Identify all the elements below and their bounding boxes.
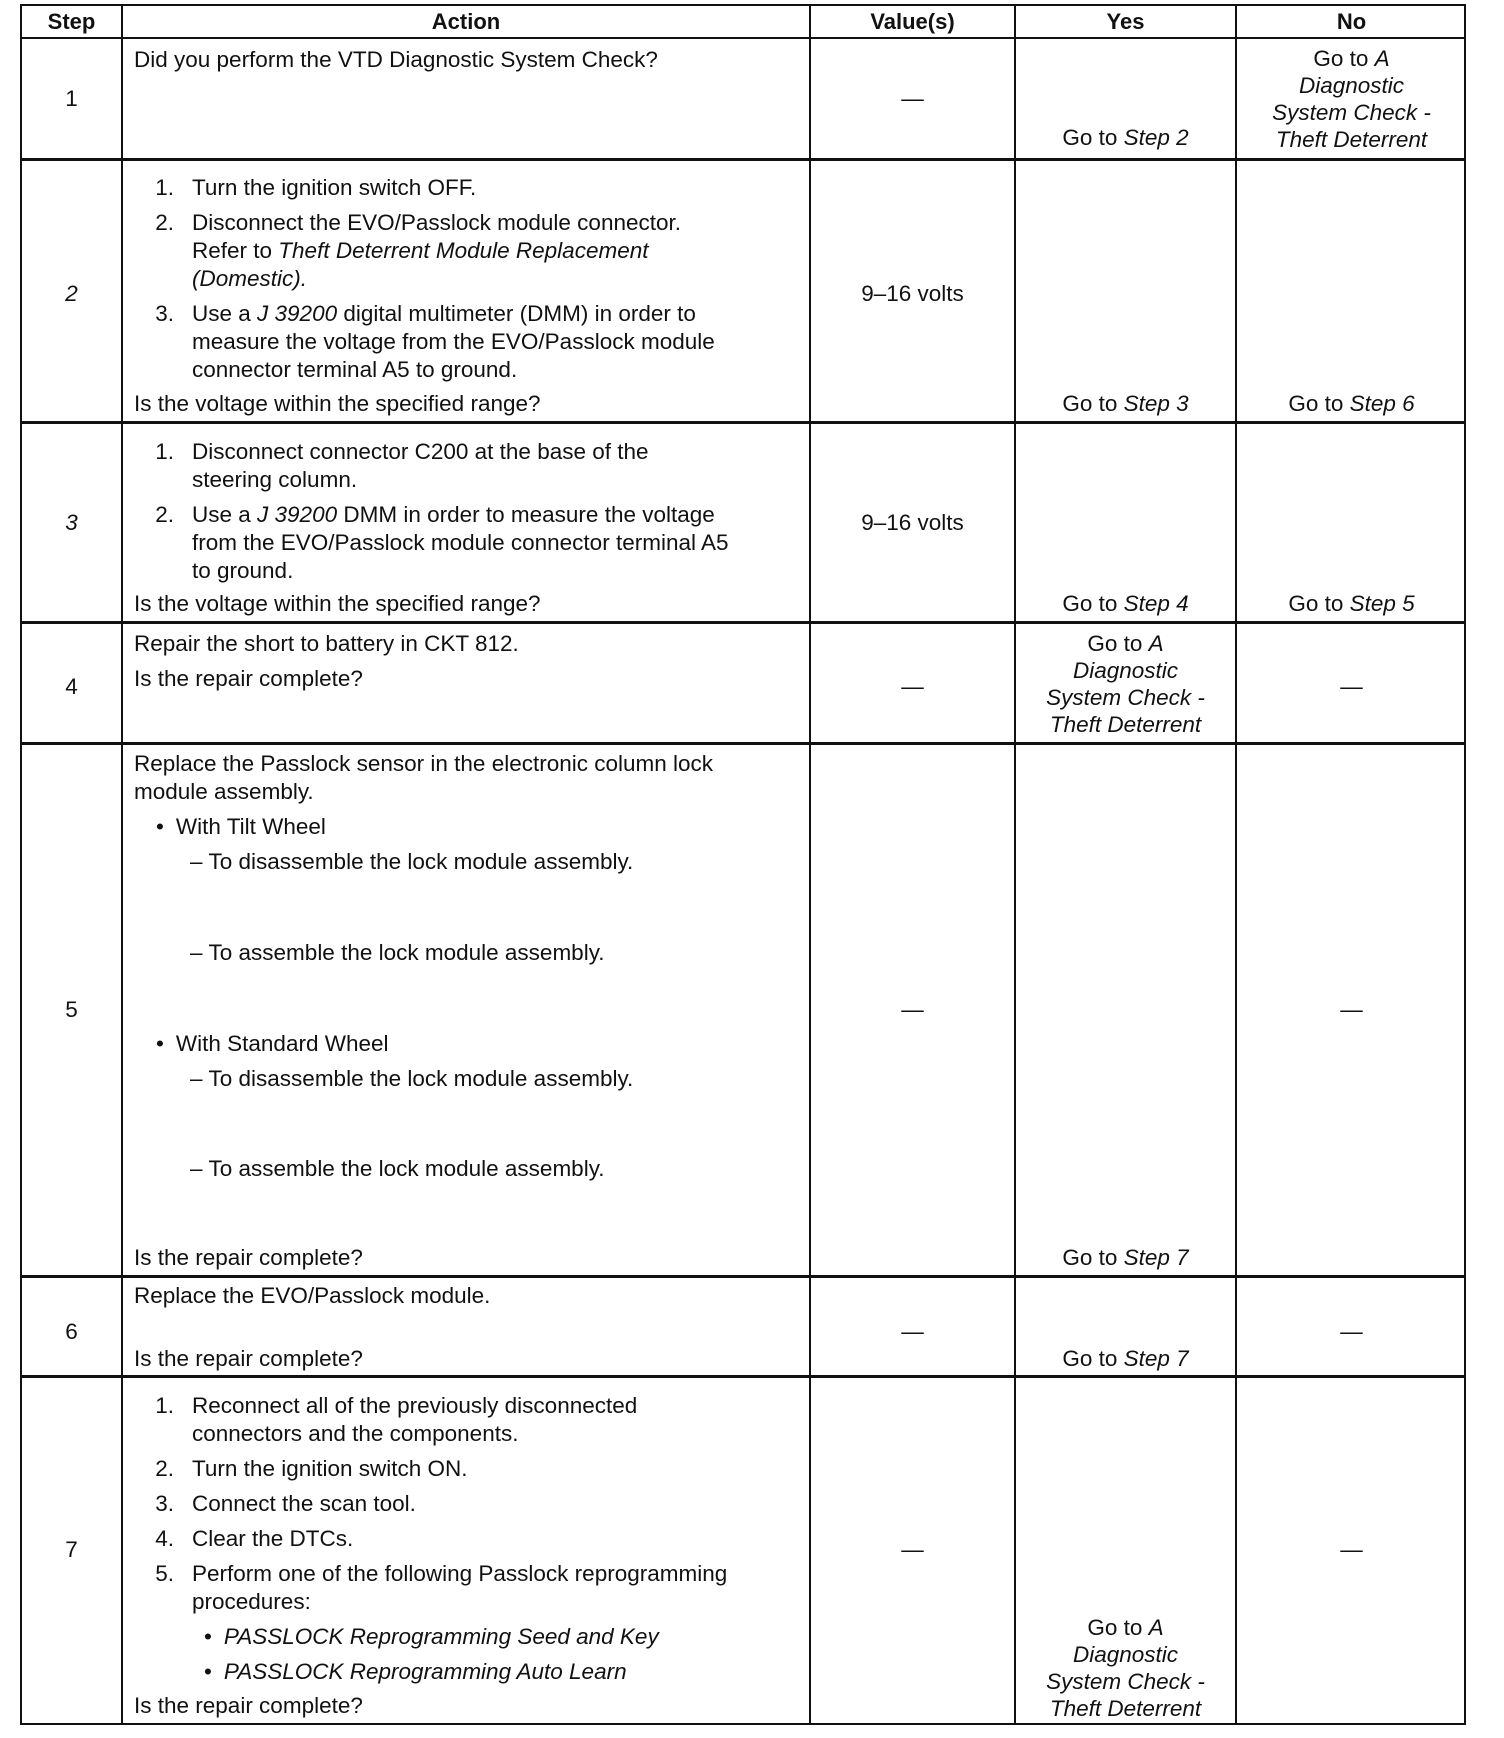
yes-goto [1016,1345,1235,1372]
procedure-link[interactable]: PASSLOCK Reprogramming Seed and Key [223,1624,659,1649]
step-7-question: Is the repair complete? [134,1693,363,1718]
list-number: 2. [155,210,174,235]
goto-prefix: Go to [1062,591,1124,616]
goto-diagnostic: Diagnostic [1298,73,1405,98]
yes-goto [1016,590,1235,617]
dash-icon: – [190,1066,203,1091]
list-number: 3. [155,301,174,326]
goto-prefix: Go to [1087,631,1149,656]
row-divider [22,1275,1464,1278]
list-item: Use a [192,301,258,326]
list-number: 1. [155,175,174,200]
row-divider [22,37,1464,39]
goto-step-link[interactable]: Step 7 [1123,1245,1189,1270]
bullet-text: With Standard Wheel [175,1031,389,1056]
step-number: 3 [65,510,78,535]
step-2-question: Is the voltage within the specified range? [134,391,541,416]
step-number: 6 [65,1319,78,1344]
step-4-question: Is the repair complete? [134,666,363,691]
bullet-text: With Tilt Wheel [175,814,326,839]
list-item: measure the voltage from the EVO/Passlock module [192,329,715,354]
goto-system-check: System Check - [1046,1669,1205,1694]
step-1-question: Did you perform the VTD Diagnostic System Check? [134,47,658,72]
goto-step-link[interactable]: Step 5 [1349,591,1415,616]
list-item: Turn the ignition switch OFF. [192,175,477,200]
list-item: digital multimeter (DMM) in order to [337,301,696,326]
yes-goto[interactable] [1016,1614,1235,1722]
list-item: Refer to [192,238,279,263]
goto-a: A [1148,631,1164,656]
step-number: 2 [65,281,78,306]
list-item: connector terminal A5 to ground. [192,357,518,382]
list-number: 5. [155,1561,174,1586]
tool-reference: J 39200 [257,301,338,326]
step-3-question: Is the voltage within the specified range? [134,591,541,616]
goto-prefix: Go to [1062,391,1124,416]
step-number: 4 [65,674,78,699]
yes-goto [1016,1244,1235,1271]
goto-prefix: Go to [1087,1615,1149,1640]
no-dash: — [1340,1319,1363,1344]
column-divider [121,6,123,1723]
goto-step-link[interactable]: Step 2 [1123,125,1189,150]
goto-step-link[interactable]: Step 4 [1123,591,1189,616]
goto-system-check: System Check - [1046,685,1205,710]
no-dash: — [1340,1537,1363,1562]
value-dash: — [901,674,924,699]
list-item: Turn the ignition switch ON. [192,1456,468,1481]
dash-icon: – [190,940,203,965]
row-divider [22,1375,1464,1378]
step-number: 5 [65,997,78,1022]
goto-prefix: Go to [1313,46,1375,71]
value-range: 9–16 volts [861,510,964,535]
header-no: No [1336,9,1367,34]
goto-prefix: Go to [1288,591,1350,616]
bullet-icon: • [204,1624,212,1649]
value-range: 9–16 volts [861,281,964,306]
list-item: Clear the DTCs. [192,1526,354,1551]
goto-prefix: Go to [1062,1346,1124,1371]
sub-item: To disassemble the lock module assembly. [208,1066,634,1091]
tool-reference: J 39200 [257,502,338,527]
value-dash: — [901,1537,924,1562]
list-item: Connect the scan tool. [192,1491,416,1516]
row-divider [22,158,1464,161]
list-number: 2. [155,1456,174,1481]
goto-step-link[interactable]: Step 3 [1123,391,1189,416]
value-dash: — [901,997,924,1022]
header-yes: Yes [1106,9,1145,34]
goto-a: A [1374,46,1390,71]
list-item: Disconnect the EVO/Passlock module connector. [192,210,682,235]
yes-goto [1016,390,1235,417]
column-divider [1014,6,1016,1723]
list-number: 3. [155,1491,174,1516]
step-6-line: Replace the EVO/Passlock module. [134,1283,491,1308]
list-item: to ground. [192,558,294,583]
list-item: DMM in order to measure the voltage [337,502,715,527]
list-item: Use a [192,502,258,527]
header-step: Step [47,9,96,34]
step-5-line: module assembly. [134,779,314,804]
list-item: procedures: [192,1589,311,1614]
step-4-line: Repair the short to battery in CKT 812. [134,631,519,656]
list-item: Disconnect connector C200 at the base of the [192,439,649,464]
goto-diagnostic: Diagnostic [1072,1642,1179,1667]
goto-prefix: Go to [1288,391,1350,416]
list-item: connectors and the components. [192,1421,519,1446]
list-item: steering column. [192,467,358,492]
yes-goto [1016,124,1235,151]
list-number: 4. [155,1526,174,1551]
list-number: 1. [155,439,174,464]
header-action: Action [431,9,501,34]
goto-theft-deterrent: Theft Deterrent [1049,1696,1202,1721]
sub-item: To assemble the lock module assembly. [208,940,605,965]
sub-item: To disassemble the lock module assembly. [208,849,634,874]
value-dash: — [901,1319,924,1344]
column-divider [809,6,811,1723]
list-item: from the EVO/Passlock module connector terminal A5 [192,530,729,555]
no-dash: — [1340,997,1363,1022]
list-item: Perform one of the following Passlock reprogramming [192,1561,728,1586]
list-item: Reconnect all of the previously disconnected [192,1393,638,1418]
reference-link[interactable]: (Domestic). [192,266,308,291]
reference-link[interactable]: Theft Deterrent Module Replacement [278,238,649,263]
step-number: 7 [65,1537,78,1562]
goto-prefix: Go to [1062,125,1124,150]
sub-item: To assemble the lock module assembly. [208,1156,605,1181]
goto-step-link[interactable]: Step 7 [1123,1346,1189,1371]
goto-theft-deterrent: Theft Deterrent [1049,712,1202,737]
step-2-action [134,174,804,424]
no-goto [1237,590,1466,617]
value-dash: — [901,86,924,111]
step-6-question: Is the repair complete? [134,1346,363,1371]
procedure-link[interactable]: PASSLOCK Reprogramming Auto Learn [223,1659,627,1684]
goto-diagnostic: Diagnostic [1072,658,1179,683]
step-5-line: Replace the Passlock sensor in the electronic column lock [134,751,714,776]
dash-icon: – [190,849,203,874]
column-divider [1235,6,1237,1723]
row-divider [22,621,1464,624]
dash-icon: – [190,1156,203,1181]
no-goto[interactable] [1237,45,1466,153]
goto-system-check: System Check - [1272,100,1431,125]
list-number: 2. [155,502,174,527]
yes-goto[interactable] [1016,630,1235,738]
row-divider [22,742,1464,745]
header-values: Value(s) [870,9,955,34]
step-number: 1 [65,86,78,111]
no-dash: — [1340,674,1363,699]
list-number: 1. [155,1393,174,1418]
goto-a: A [1148,1615,1164,1640]
goto-step-link[interactable]: Step 6 [1349,391,1415,416]
bullet-icon: • [156,814,164,839]
no-goto [1237,390,1466,417]
diagnostic-table [20,4,1466,1725]
goto-prefix: Go to [1062,1245,1124,1270]
bullet-icon: • [204,1659,212,1684]
bullet-icon: • [156,1031,164,1056]
step-5-question: Is the repair complete? [134,1245,363,1270]
goto-theft-deterrent: Theft Deterrent [1275,127,1428,152]
